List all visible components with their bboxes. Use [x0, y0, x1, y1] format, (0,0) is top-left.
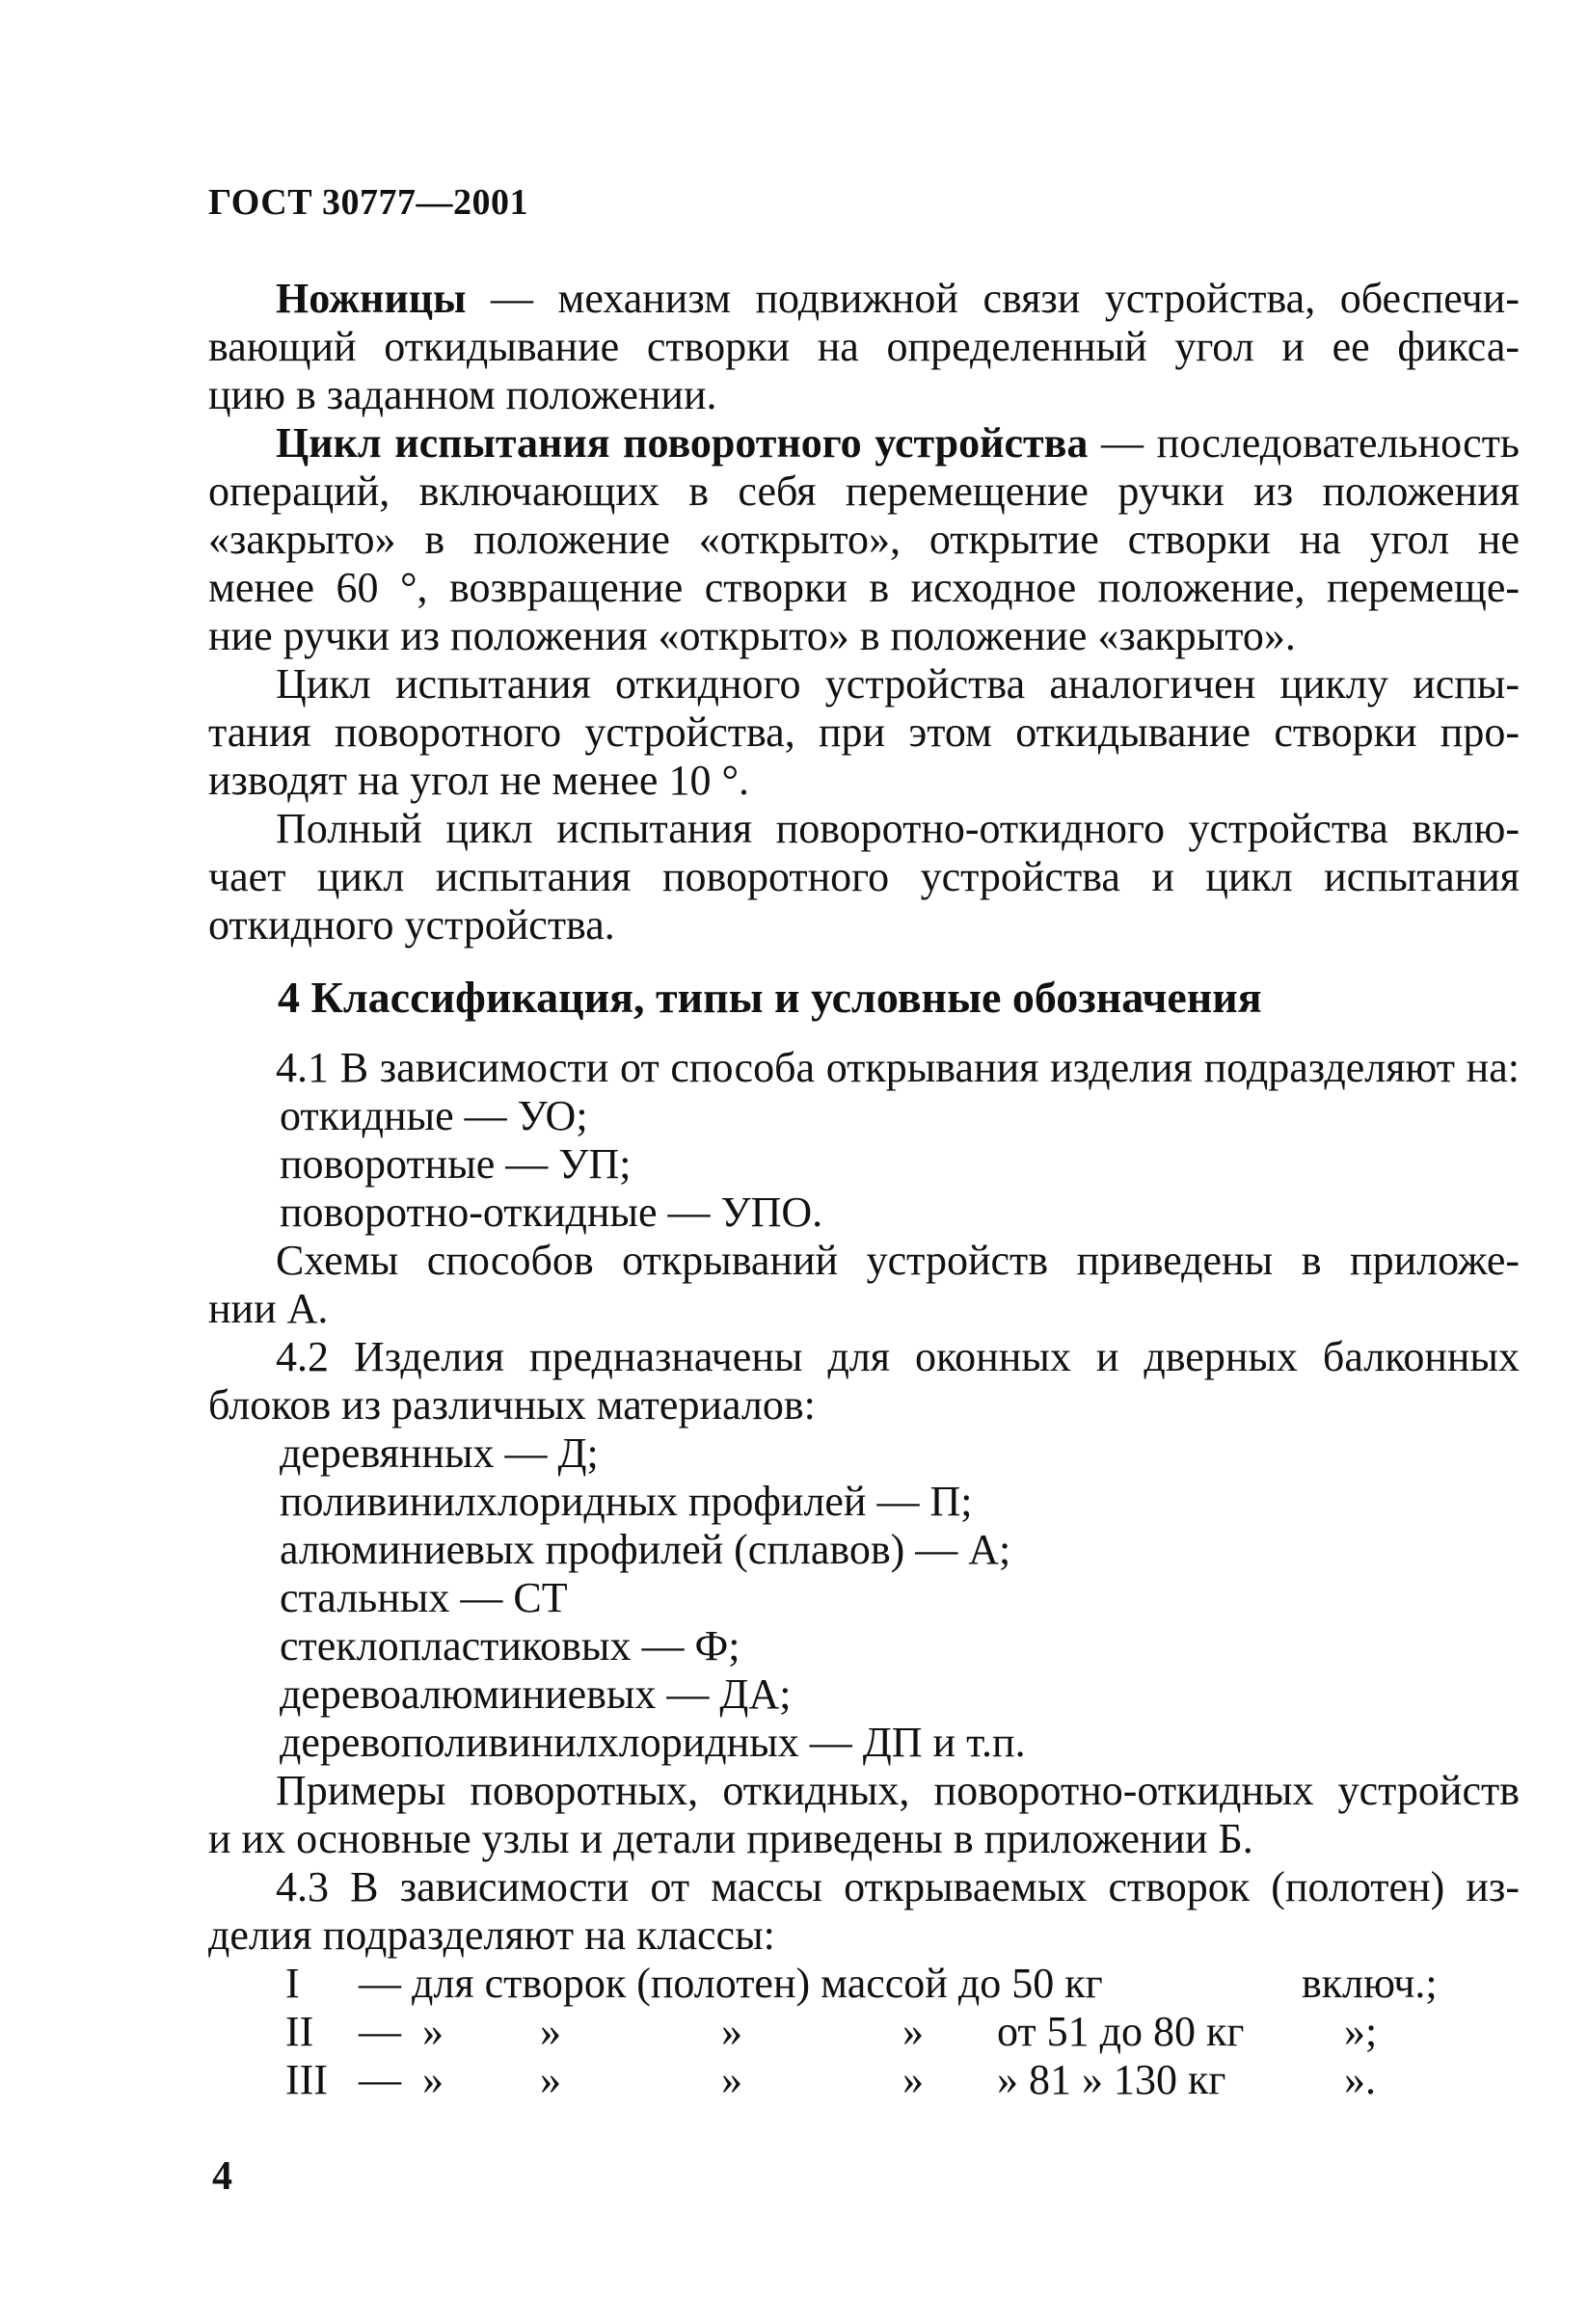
- definition-text: — механизм подвижной связи устройства, обеспечи-: [466, 275, 1520, 322]
- list-item: стальных — СТ: [280, 1574, 568, 1621]
- text-line: ние ручки из положения «открыто» в положение «закрыто».: [208, 612, 1296, 659]
- page-number: 4: [212, 2154, 232, 2199]
- mass-range: » 81 » 130 кг: [997, 2056, 1226, 2103]
- text-line: Примеры поворотных, откидных, поворотно-откидных устройств: [276, 1767, 1520, 1814]
- list-item: деревополивинилхлоридных — ДП и т.п.: [280, 1719, 1026, 1766]
- ditto-mark: »: [422, 2008, 444, 2055]
- class-label: II: [285, 2008, 314, 2055]
- class-label: III: [285, 2056, 328, 2103]
- definition-line: [276, 420, 1520, 467]
- ditto-mark: »: [902, 2008, 924, 2055]
- list-item: поливинилхлоридных профилей — П;: [280, 1478, 973, 1525]
- text-line: блоков из различных материалов:: [208, 1381, 816, 1429]
- ditto-mark: »: [540, 2056, 561, 2103]
- list-item: стеклопластиковых — Ф;: [280, 1622, 740, 1670]
- definition-term: Ножницы: [276, 275, 467, 322]
- text-line: «закрыто» в положение «открыто», открытие створки на угол не: [208, 516, 1520, 563]
- text-line: цию в заданном положении.: [208, 371, 717, 418]
- text-line: изводят на угол не менее 10 °.: [208, 757, 750, 804]
- class-dash: —: [359, 2056, 401, 2103]
- class-tail: ».: [1344, 2056, 1376, 2103]
- text-line: менее 60 °, возвращение створки в исходное положение, перемеще-: [208, 564, 1520, 611]
- ditto-mark: »: [721, 2056, 742, 2103]
- text-line: и их основные узлы и детали приведены в приложении Б.: [208, 1815, 1253, 1862]
- list-item: поворотные — УП;: [280, 1140, 632, 1188]
- text-line: чает цикл испытания поворотного устройства и цикл испытания: [208, 853, 1520, 900]
- ditto-mark: »: [902, 2056, 924, 2103]
- class-tail: включ.;: [1302, 1960, 1438, 2007]
- text-line: операций, включающих в себя перемещение ручки из положения: [208, 467, 1520, 515]
- text-line: Цикл испытания откидного устройства аналогичен циклу испы-: [276, 660, 1520, 708]
- list-item: деревянных — Д;: [280, 1429, 599, 1477]
- list-item: деревоалюминиевых — ДА;: [280, 1670, 792, 1718]
- definition-term: Цикл испытания поворотного устройства: [276, 419, 1089, 467]
- text-line: вающий откидывание створки на определенный угол и ее фикса-: [208, 323, 1520, 370]
- text-line: Полный цикл испытания поворотно-откидного устройства вклю-: [276, 805, 1520, 852]
- definition-line: [276, 276, 1520, 322]
- ditto-mark: »: [721, 2008, 742, 2055]
- class-description: — для створок (полотен) массой до 50 кг: [359, 1960, 1103, 2007]
- clause-4-2-intro: 4.2 Изделия предназначены для оконных и дверных балконных: [276, 1333, 1520, 1380]
- text-line: нии А.: [208, 1285, 329, 1332]
- class-tail: »;: [1344, 2008, 1378, 2055]
- class-label: I: [285, 1960, 300, 2007]
- ditto-mark: »: [422, 2056, 444, 2103]
- list-item: откидные — УО;: [280, 1092, 588, 1139]
- text-line: откидного устройства.: [208, 901, 615, 948]
- clause-4-3-intro: 4.3 В зависимости от массы открываемых створок (полотен) из-: [276, 1863, 1520, 1910]
- text-line: Схемы способов открываний устройств приведены в приложе-: [276, 1237, 1520, 1284]
- list-item: алюминиевых профилей (сплавов) — А;: [280, 1526, 1011, 1573]
- list-item: поворотно-откидные — УПО.: [280, 1189, 823, 1236]
- clause-4-1-intro: 4.1 В зависимости от способа открывания изделия подразделяют на:: [276, 1044, 1520, 1091]
- ditto-mark: »: [540, 2008, 561, 2055]
- document-code: ГОСТ 30777—2001: [208, 182, 529, 223]
- mass-range: от 51 до 80 кг: [997, 2008, 1245, 2055]
- text-line: делия подразделяют на классы:: [208, 1911, 775, 1959]
- definition-text: — последовательность: [1088, 419, 1520, 467]
- section-heading: 4 Классификация, типы и условные обозначения: [278, 973, 1262, 1022]
- text-line: тания поворотного устройства, при этом откидывание створки про-: [208, 708, 1520, 756]
- class-dash: —: [359, 2008, 401, 2055]
